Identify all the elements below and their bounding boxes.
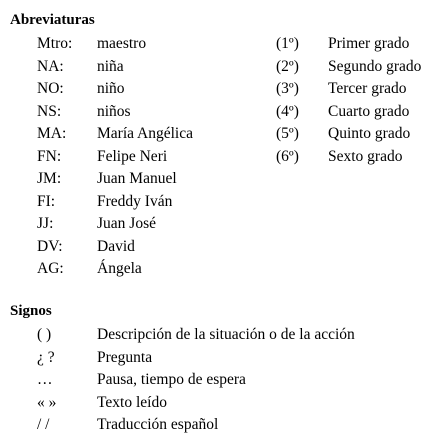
grade-meaning: Cuarto grado: [328, 102, 410, 120]
grade-code: (4º): [276, 102, 299, 120]
sign-row: [0, 348, 445, 371]
grade-meaning: Tercer grado: [328, 80, 407, 97]
abbreviation-code: AG:: [37, 260, 64, 277]
grade-meaning: Primer grado: [328, 35, 410, 52]
sign-row: [0, 325, 445, 348]
sign-row: [0, 393, 445, 416]
sign-meaning: Descripción de la situación o de la acción: [97, 326, 355, 343]
abbreviation-code: NO:: [37, 80, 64, 97]
abbreviation-code: NS:: [37, 102, 62, 120]
sign-meaning: Texto leído: [97, 393, 167, 411]
abbreviation-code: NA:: [37, 57, 64, 75]
sign-meaning: Traducción español: [97, 416, 219, 433]
grade-row: [0, 79, 445, 102]
abbreviation-meaning: David: [97, 237, 135, 255]
grade-meaning: Sexto grado: [328, 147, 403, 165]
sign-symbol: …: [37, 371, 53, 388]
grade-row: [0, 124, 445, 147]
grade-code: (5º): [276, 125, 299, 142]
signs-heading: Signos: [10, 303, 52, 319]
grade-code: (2º): [276, 57, 299, 75]
sign-symbol: ¿ ?: [37, 348, 55, 366]
abbreviation-meaning: Juan Manuel: [97, 170, 177, 187]
abbreviation-meaning: Felipe Neri: [97, 147, 168, 165]
abbreviation-meaning: niña: [97, 57, 124, 75]
abbreviation-row: [0, 214, 445, 237]
abbreviation-row: [0, 192, 445, 215]
grade-code: (1º): [276, 35, 299, 52]
abbreviation-meaning: Juan José: [97, 215, 156, 232]
grade-row: [0, 34, 445, 57]
abbreviation-code: JM:: [37, 170, 62, 187]
abbreviation-code: Mtro:: [37, 35, 73, 52]
abbreviation-meaning: María Angélica: [97, 125, 193, 142]
abbreviation-code: FN:: [37, 147, 62, 165]
abbreviation-code: DV:: [37, 237, 63, 255]
abbreviation-row: [0, 237, 445, 260]
abbreviation-meaning: Freddy Iván: [97, 192, 173, 210]
grade-row: [0, 57, 445, 80]
abbreviation-code: JJ:: [37, 215, 54, 232]
sign-symbol: / /: [37, 416, 50, 433]
abbreviation-code: MA:: [37, 125, 67, 142]
abbreviation-code: FI:: [37, 192, 56, 210]
abbreviation-row: [0, 169, 445, 192]
grade-row: [0, 147, 445, 170]
abbreviation-meaning: niños: [97, 102, 131, 120]
grade-meaning: Segundo grado: [328, 57, 422, 75]
grade-code: (6º): [276, 147, 299, 165]
grade-row: [0, 102, 445, 125]
abbreviations-heading: Abreviaturas: [10, 12, 95, 28]
abbreviation-meaning: niño: [97, 80, 125, 97]
abbreviation-meaning: Ángela: [97, 260, 142, 277]
abbreviation-meaning: maestro: [97, 35, 147, 52]
sign-symbol: ( ): [37, 326, 52, 343]
sign-row: [0, 370, 445, 393]
grade-meaning: Quinto grado: [328, 125, 411, 142]
sign-symbol: « »: [37, 393, 57, 411]
sign-meaning: Pausa, tiempo de espera: [97, 371, 246, 388]
abbreviation-row: [0, 259, 445, 282]
sign-row: [0, 415, 445, 438]
sign-meaning: Pregunta: [97, 348, 153, 366]
grade-code: (3º): [276, 80, 299, 97]
